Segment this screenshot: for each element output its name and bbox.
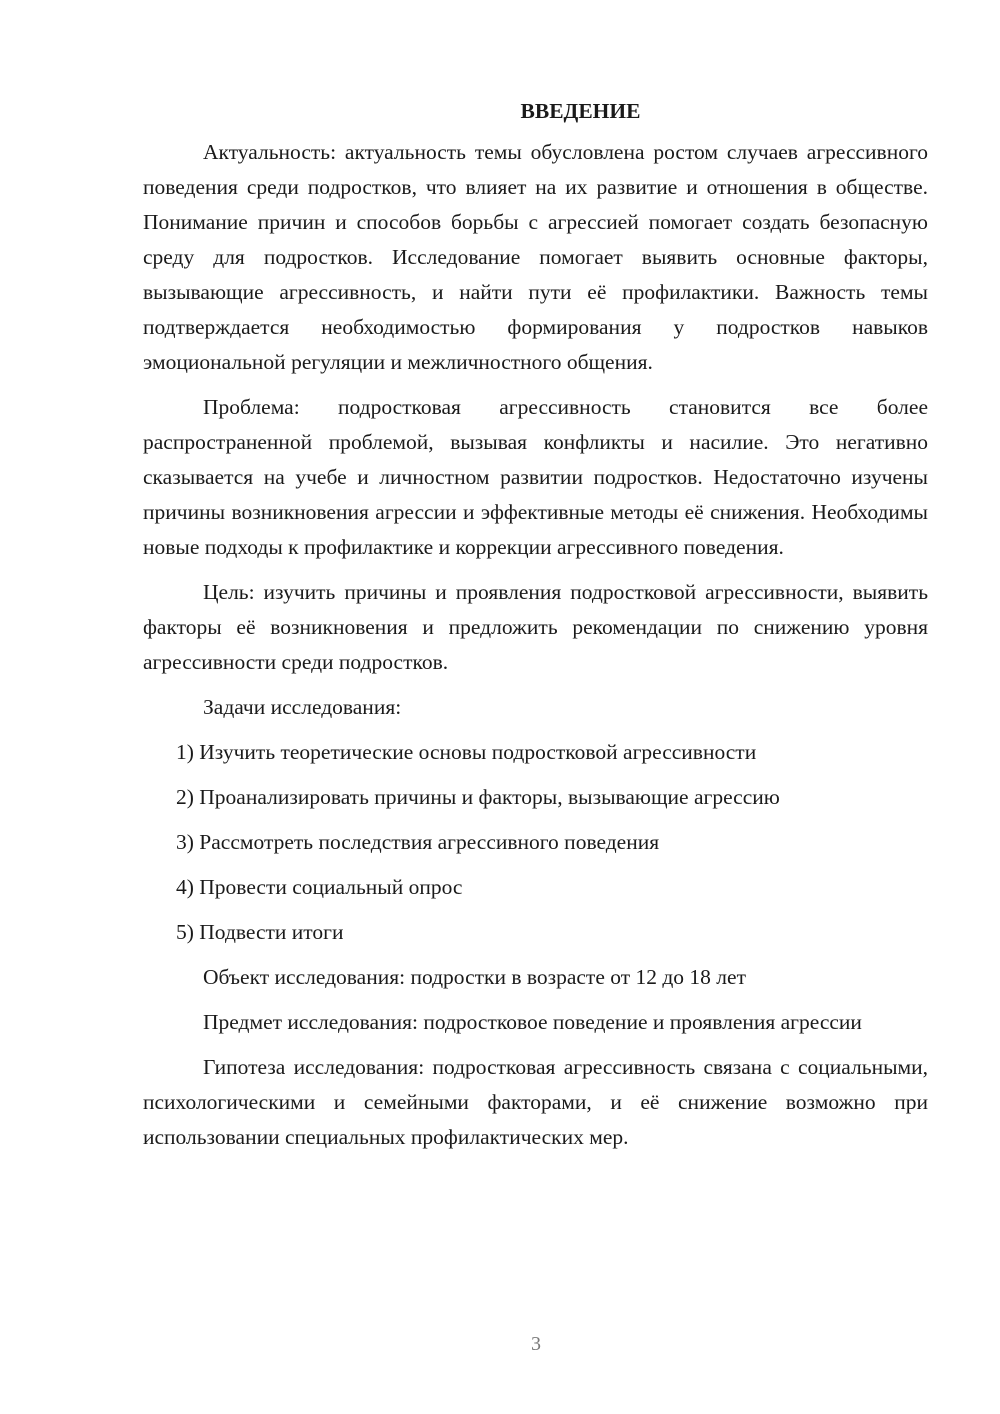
task-item: 2) Проанализировать причины и факторы, вызывающие агрессию — [176, 785, 780, 809]
page-content — [143, 94, 928, 1165]
page-number: 3 — [531, 1333, 541, 1355]
tasks-list — [143, 735, 928, 950]
task-item: 4) Провести социальный опрос — [176, 875, 463, 899]
task-item: 5) Подвести итоги — [176, 920, 344, 944]
hypothesis-paragraph: Гипотеза исследования: подростковая агрессивность связана с социальными, психологическими и семейными факторами, и её снижение возможно при использовании специальных профилактических мер. — [143, 1055, 928, 1149]
task-item: 3) Рассмотреть последствия агрессивного поведения — [176, 830, 660, 854]
section-title: ВВЕДЕНИЕ — [520, 99, 641, 123]
relevance-paragraph: Актуальность: актуальность темы обусловлена ростом случаев агрессивного поведения среди подростков, что влияет на их развитие и отношения в обществе. Понимание причин и способов борьбы с агрессией помогает создать безопасную среду для подростков. Исследование помогает выявить основные факторы, вызывающие агрессивность, и найти пути её профилактики. Важность темы подтверждается необходимостью формирования у подростков навыков эмоциональной регуляции и межличностного общения. — [143, 140, 928, 374]
object-paragraph: Объект исследования: подростки в возрасте от 12 до 18 лет — [203, 965, 746, 989]
tasks-heading: Задачи исследования: — [203, 695, 402, 719]
subject-paragraph: Предмет исследования: подростковое поведение и проявления агрессии — [203, 1010, 862, 1034]
task-item: 1) Изучить теоретические основы подростковой агрессивности — [176, 740, 757, 764]
problem-paragraph: Проблема: подростковая агрессивность становится все более распространенной проблемой, вызывая конфликты и насилие. Это негативно сказывается на учебе и личностном развитии подростков. Недостаточно изучены причины возникновения агрессии и эффективные методы её снижения. Необходимы новые подходы к профилактике и коррекции агрессивного поведения. — [143, 395, 928, 559]
goal-paragraph: Цель: изучить причины и проявления подростковой агрессивности, выявить факторы её возникновения и предложить рекомендации по снижению уровня агрессивности среди подростков. — [143, 580, 928, 674]
